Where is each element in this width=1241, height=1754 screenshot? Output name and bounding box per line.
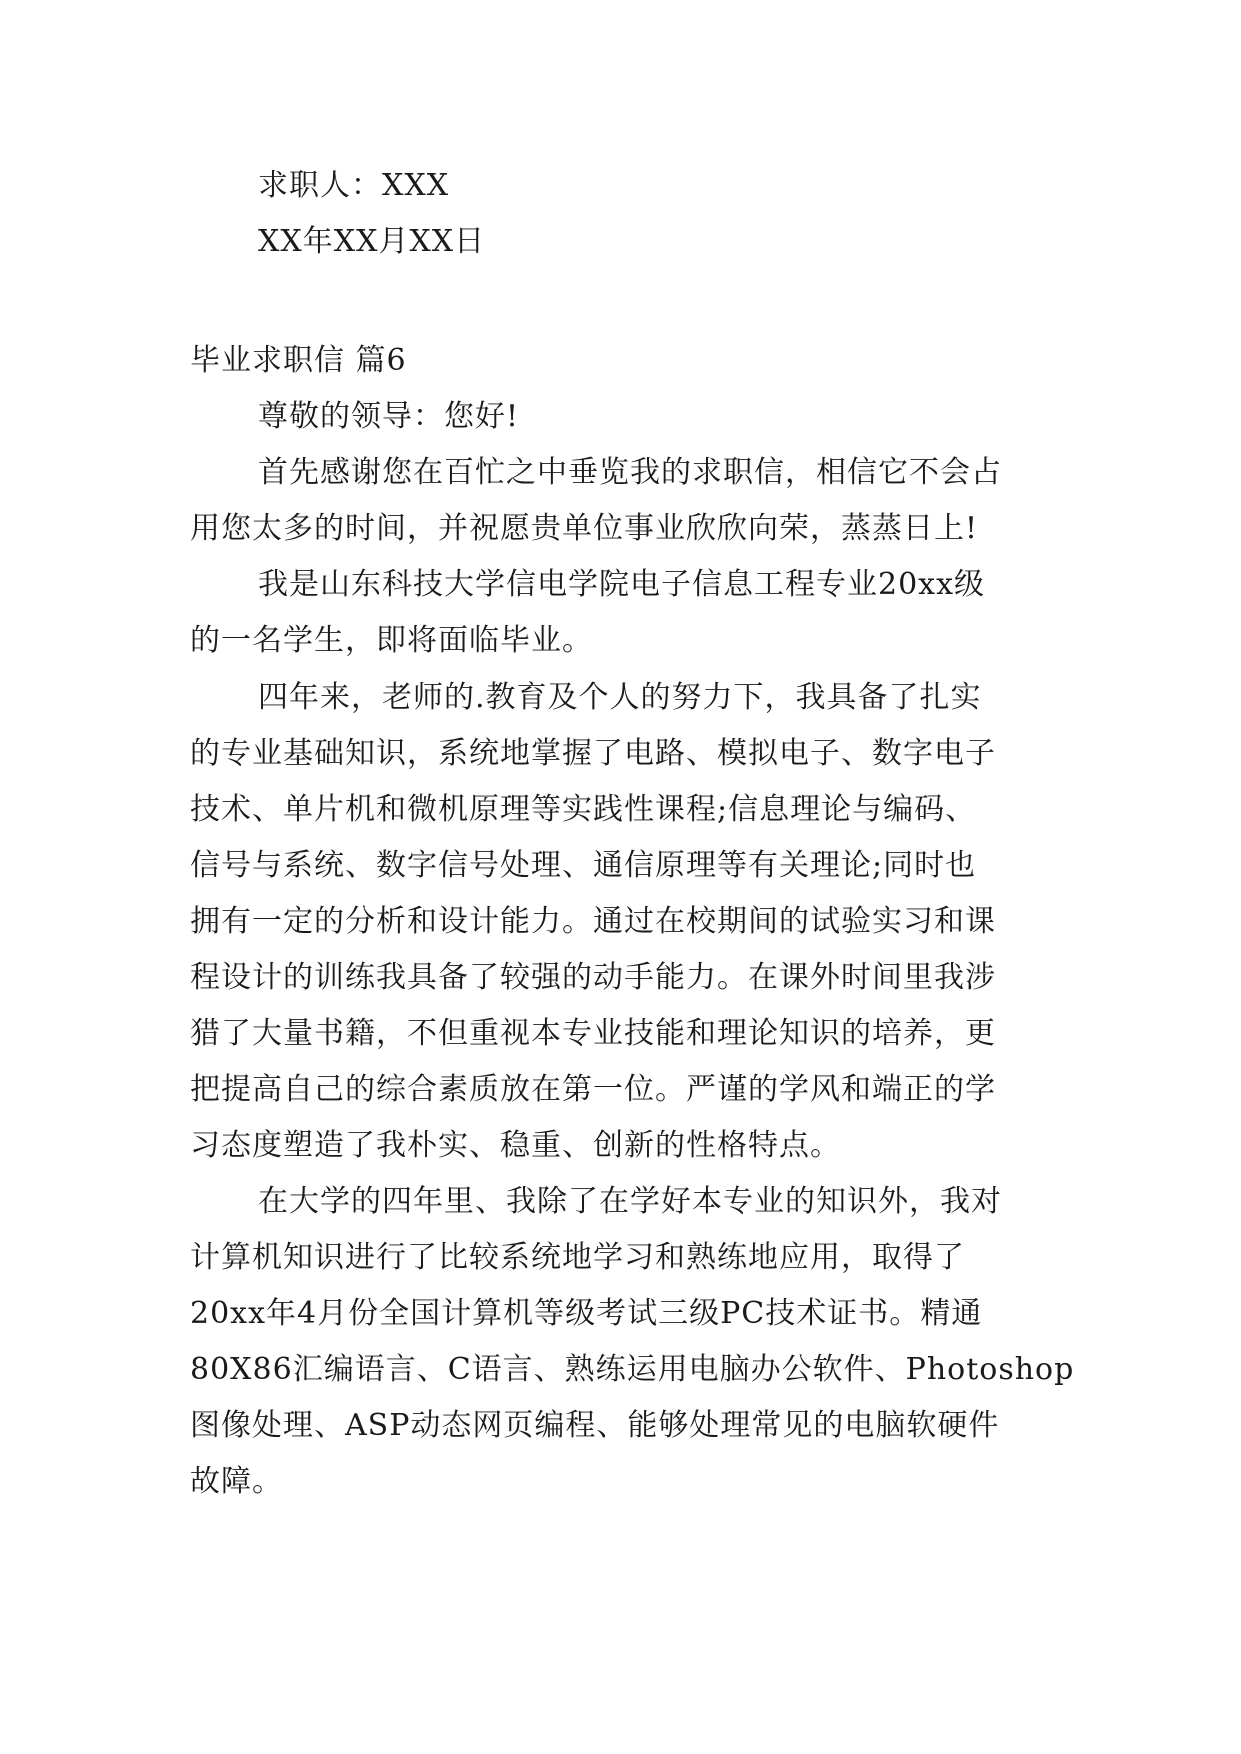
paragraph-line: 首先感谢您在百忙之中垂览我的求职信，相信它不会占 xyxy=(258,455,1002,490)
paragraph-line: 的一名学生，即将面临毕业。 xyxy=(190,623,593,658)
paragraph-line: 计算机知识进行了比较系统地学习和熟练地应用，取得了 xyxy=(190,1240,965,1275)
paragraph-line: 拥有一定的分析和设计能力。通过在校期间的试验实习和课 xyxy=(190,904,996,939)
paragraph-line: 80X86汇编语言、C语言、熟练运用电脑办公软件、Photoshop xyxy=(190,1352,1075,1387)
paragraph-line: 习态度塑造了我朴实、稳重、创新的性格特点。 xyxy=(190,1128,841,1163)
paragraph-line: 信号与系统、数字信号处理、通信原理等有关理论;同时也 xyxy=(190,848,977,883)
paragraph-line: 用您太多的时间，并祝愿贵单位事业欣欣向荣，蒸蒸日上! xyxy=(190,511,979,546)
paragraph-line: 猎了大量书籍，不但重视本专业技能和理论知识的培养，更 xyxy=(190,1016,996,1051)
paragraph-line: 20xx年4月份全国计算机等级考试三级PC技术证书。精通 xyxy=(190,1296,983,1331)
paragraph-line: 四年来，老师的.教育及个人的努力下，我具备了扎实 xyxy=(258,680,982,715)
applicant-signature: 求职人：XXX xyxy=(258,168,450,203)
paragraph-line: 在大学的四年里、我除了在学好本专业的知识外，我对 xyxy=(258,1184,1002,1219)
paragraph-line: 把提高自己的综合素质放在第一位。严谨的学风和端正的学 xyxy=(190,1072,996,1107)
letter-date: XX年XX月XX日 xyxy=(258,224,486,259)
section-heading: 毕业求职信 篇6 xyxy=(190,343,407,378)
paragraph-line: 图像处理、ASP动态网页编程、能够处理常见的电脑软硬件 xyxy=(190,1408,1000,1443)
letter-salutation: 尊敬的领导：您好! xyxy=(258,399,520,434)
paragraph-line: 故障。 xyxy=(190,1464,283,1499)
paragraph-line: 的专业基础知识，系统地掌握了电路、模拟电子、数字电子 xyxy=(190,736,996,771)
paragraph-line: 我是山东科技大学信电学院电子信息工程专业20xx级 xyxy=(258,567,986,602)
paragraph-line: 程设计的训练我具备了较强的动手能力。在课外时间里我涉 xyxy=(190,960,996,995)
paragraph-line: 技术、单片机和微机原理等实践性课程;信息理论与编码、 xyxy=(190,792,977,827)
